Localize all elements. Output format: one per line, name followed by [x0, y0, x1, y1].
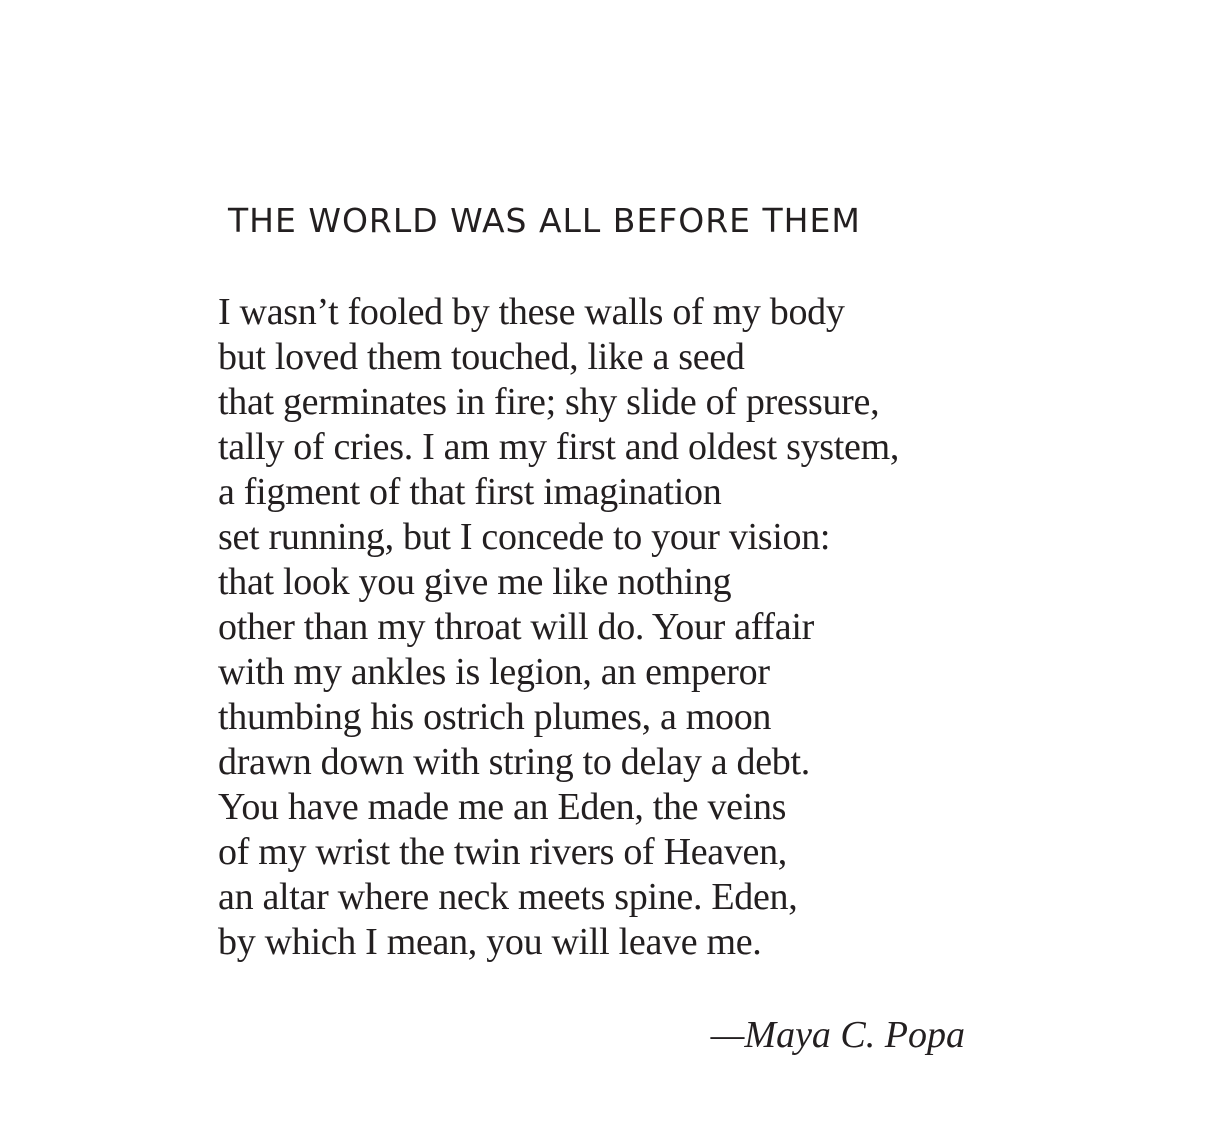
poem-line: You have made me an Eden, the veins	[218, 786, 787, 828]
poem-line: tally of cries. I am my first and oldest system,	[218, 426, 900, 468]
poem-line: that germinates in fire; shy slide of pressure,	[218, 381, 880, 423]
poem-line: of my wrist the twin rivers of Heaven,	[218, 831, 788, 873]
poem-title: THE WORLD WAS ALL BEFORE THEM	[228, 201, 861, 240]
poem-line: but loved them touched, like a seed	[218, 336, 745, 378]
poem-line: set running, but I concede to your vision:	[218, 516, 831, 558]
poem-line: I wasn’t fooled by these walls of my body	[218, 291, 845, 333]
poem-line: drawn down with string to delay a debt.	[218, 741, 810, 783]
poem-line: that look you give me like nothing	[218, 561, 732, 603]
poem-line: other than my throat will do. Your affair	[218, 606, 814, 648]
poem-line: a figment of that first imagination	[218, 471, 722, 513]
poem-line: an altar where neck meets spine. Eden,	[218, 876, 798, 918]
poem-line: thumbing his ostrich plumes, a moon	[218, 696, 772, 738]
poem-body	[218, 290, 1018, 965]
poem-line: with my ankles is legion, an emperor	[218, 651, 770, 693]
poem-attribution: —Maya C. Popa	[710, 1014, 965, 1056]
poem-line: by which I mean, you will leave me.	[218, 921, 762, 963]
